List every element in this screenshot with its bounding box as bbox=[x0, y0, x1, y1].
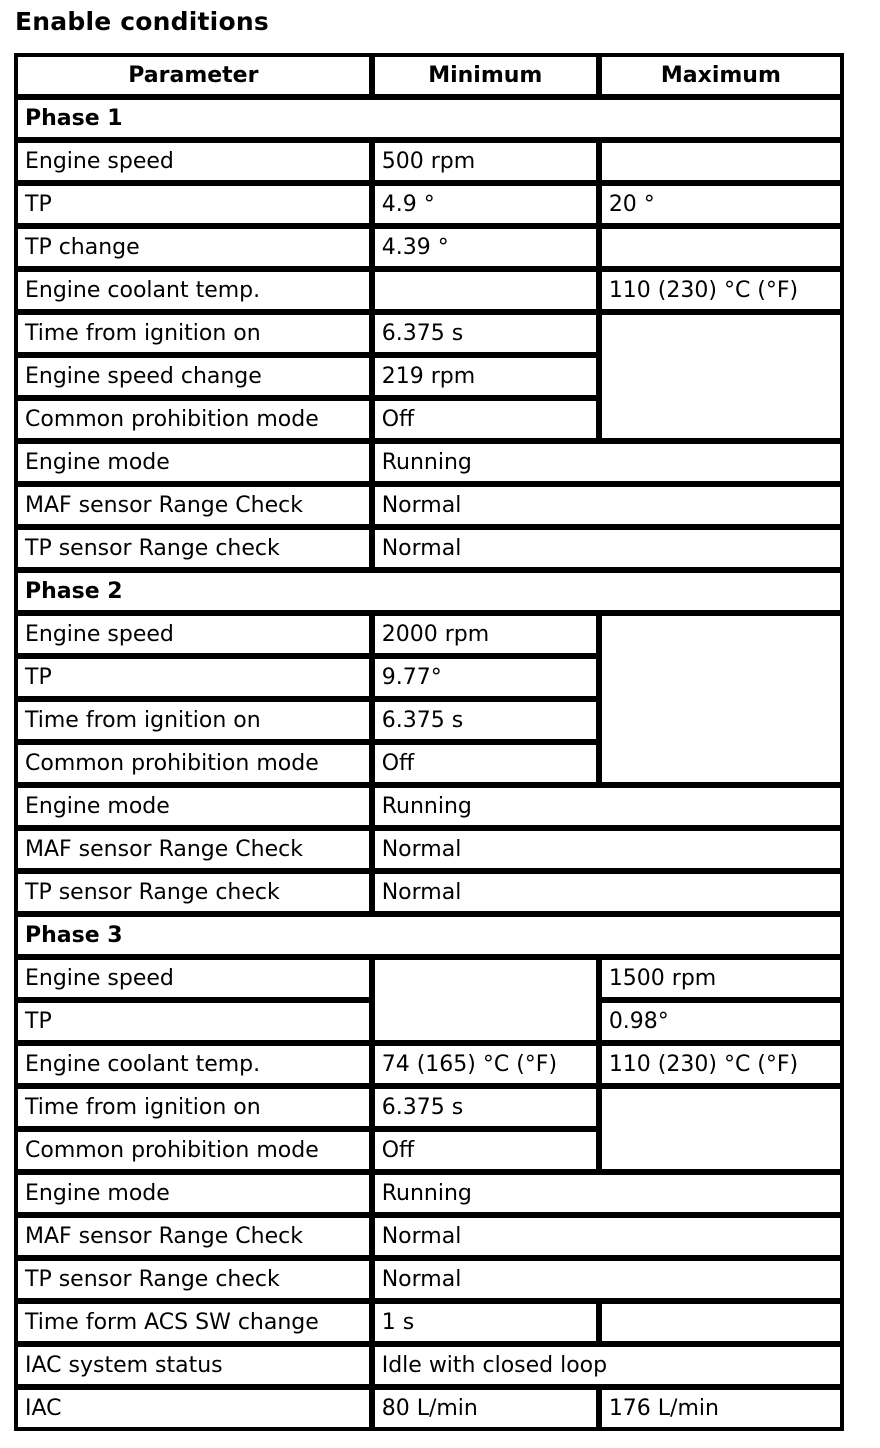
param-cell: Common prohibition mode bbox=[15, 742, 372, 785]
param-cell: Engine speed change bbox=[15, 355, 372, 398]
param-cell: Engine speed bbox=[15, 957, 372, 1000]
min-cell: 6.375 s bbox=[372, 699, 599, 742]
param-cell: Time from ignition on bbox=[15, 699, 372, 742]
max-cell bbox=[599, 1301, 843, 1344]
param-cell: Common prohibition mode bbox=[15, 398, 372, 441]
max-cell: 110 (230) °C (°F) bbox=[599, 269, 843, 312]
min-cell: 4.9 ° bbox=[372, 183, 599, 226]
value-cell: Normal bbox=[372, 484, 843, 527]
param-cell: Engine speed bbox=[15, 140, 372, 183]
table-row bbox=[15, 1344, 843, 1387]
table-row bbox=[15, 1172, 843, 1215]
param-cell: IAC system status bbox=[15, 1344, 372, 1387]
value-cell: Running bbox=[372, 1172, 843, 1215]
param-cell: Engine mode bbox=[15, 441, 372, 484]
min-cell bbox=[372, 269, 599, 312]
table-row bbox=[15, 1086, 843, 1129]
param-cell: IAC bbox=[15, 1387, 372, 1430]
page-title: Enable conditions bbox=[15, 7, 269, 36]
table-row bbox=[15, 183, 843, 226]
min-cell: 74 (165) °C (°F) bbox=[372, 1043, 599, 1086]
phase-label: Phase 3 bbox=[15, 914, 843, 957]
table-row bbox=[15, 269, 843, 312]
phase-row bbox=[15, 914, 843, 957]
min-cell: 500 rpm bbox=[372, 140, 599, 183]
param-cell: Engine coolant temp. bbox=[15, 269, 372, 312]
max-cell bbox=[599, 226, 843, 269]
min-cell-empty bbox=[372, 957, 599, 1043]
header-row bbox=[15, 54, 843, 97]
table-row bbox=[15, 1043, 843, 1086]
max-cell: 110 (230) °C (°F) bbox=[599, 1043, 843, 1086]
param-cell: TP bbox=[15, 1000, 372, 1043]
table-row bbox=[15, 140, 843, 183]
max-cell bbox=[599, 140, 843, 183]
enable-conditions-table bbox=[14, 53, 844, 1431]
table-row bbox=[15, 828, 843, 871]
value-cell: Running bbox=[372, 441, 843, 484]
max-cell: 1500 rpm bbox=[599, 957, 843, 1000]
param-cell: Time form ACS SW change bbox=[15, 1301, 372, 1344]
table-row bbox=[15, 1301, 843, 1344]
table-row bbox=[15, 1387, 843, 1430]
param-cell: TP bbox=[15, 656, 372, 699]
param-cell: TP change bbox=[15, 226, 372, 269]
value-cell: Normal bbox=[372, 1258, 843, 1301]
table-row bbox=[15, 1215, 843, 1258]
max-cell: 20 ° bbox=[599, 183, 843, 226]
value-cell: Normal bbox=[372, 871, 843, 914]
min-cell: 6.375 s bbox=[372, 1086, 599, 1129]
max-cell: 176 L/min bbox=[599, 1387, 843, 1430]
min-cell: Off bbox=[372, 742, 599, 785]
min-cell: 4.39 ° bbox=[372, 226, 599, 269]
param-cell: Common prohibition mode bbox=[15, 1129, 372, 1172]
header-minimum: Minimum bbox=[372, 54, 599, 97]
max-cell-empty bbox=[599, 1086, 843, 1172]
param-cell: Engine mode bbox=[15, 785, 372, 828]
param-cell: Engine coolant temp. bbox=[15, 1043, 372, 1086]
phase-label: Phase 2 bbox=[15, 570, 843, 613]
min-cell: 219 rpm bbox=[372, 355, 599, 398]
min-cell: 1 s bbox=[372, 1301, 599, 1344]
phase-row bbox=[15, 97, 843, 140]
value-cell: Running bbox=[372, 785, 843, 828]
param-cell: MAF sensor Range Check bbox=[15, 828, 372, 871]
param-cell: TP sensor Range check bbox=[15, 871, 372, 914]
table-row bbox=[15, 1258, 843, 1301]
table-row bbox=[15, 957, 843, 1000]
phase-label: Phase 1 bbox=[15, 97, 843, 140]
min-cell: 6.375 s bbox=[372, 312, 599, 355]
header-parameter: Parameter bbox=[15, 54, 372, 97]
param-cell: Time from ignition on bbox=[15, 312, 372, 355]
param-cell: TP sensor Range check bbox=[15, 1258, 372, 1301]
param-cell: TP sensor Range check bbox=[15, 527, 372, 570]
param-cell: TP bbox=[15, 183, 372, 226]
min-cell: Off bbox=[372, 398, 599, 441]
table-row bbox=[15, 226, 843, 269]
min-cell: 9.77° bbox=[372, 656, 599, 699]
max-cell: 0.98° bbox=[599, 1000, 843, 1043]
value-cell: Normal bbox=[372, 1215, 843, 1258]
table-row bbox=[15, 785, 843, 828]
phase-row bbox=[15, 570, 843, 613]
value-cell: Normal bbox=[372, 828, 843, 871]
table-row bbox=[15, 484, 843, 527]
value-cell: Idle with closed loop bbox=[372, 1344, 843, 1387]
table-row bbox=[15, 527, 843, 570]
header-maximum: Maximum bbox=[599, 54, 843, 97]
param-cell: MAF sensor Range Check bbox=[15, 484, 372, 527]
min-cell: Off bbox=[372, 1129, 599, 1172]
table-row bbox=[15, 312, 843, 355]
value-cell: Normal bbox=[372, 527, 843, 570]
max-cell-empty bbox=[599, 312, 843, 441]
param-cell: MAF sensor Range Check bbox=[15, 1215, 372, 1258]
table-row bbox=[15, 871, 843, 914]
table-row bbox=[15, 613, 843, 656]
min-cell: 2000 rpm bbox=[372, 613, 599, 656]
table-row bbox=[15, 441, 843, 484]
max-cell-empty bbox=[599, 613, 843, 785]
param-cell: Time from ignition on bbox=[15, 1086, 372, 1129]
param-cell: Engine speed bbox=[15, 613, 372, 656]
min-cell: 80 L/min bbox=[372, 1387, 599, 1430]
param-cell: Engine mode bbox=[15, 1172, 372, 1215]
